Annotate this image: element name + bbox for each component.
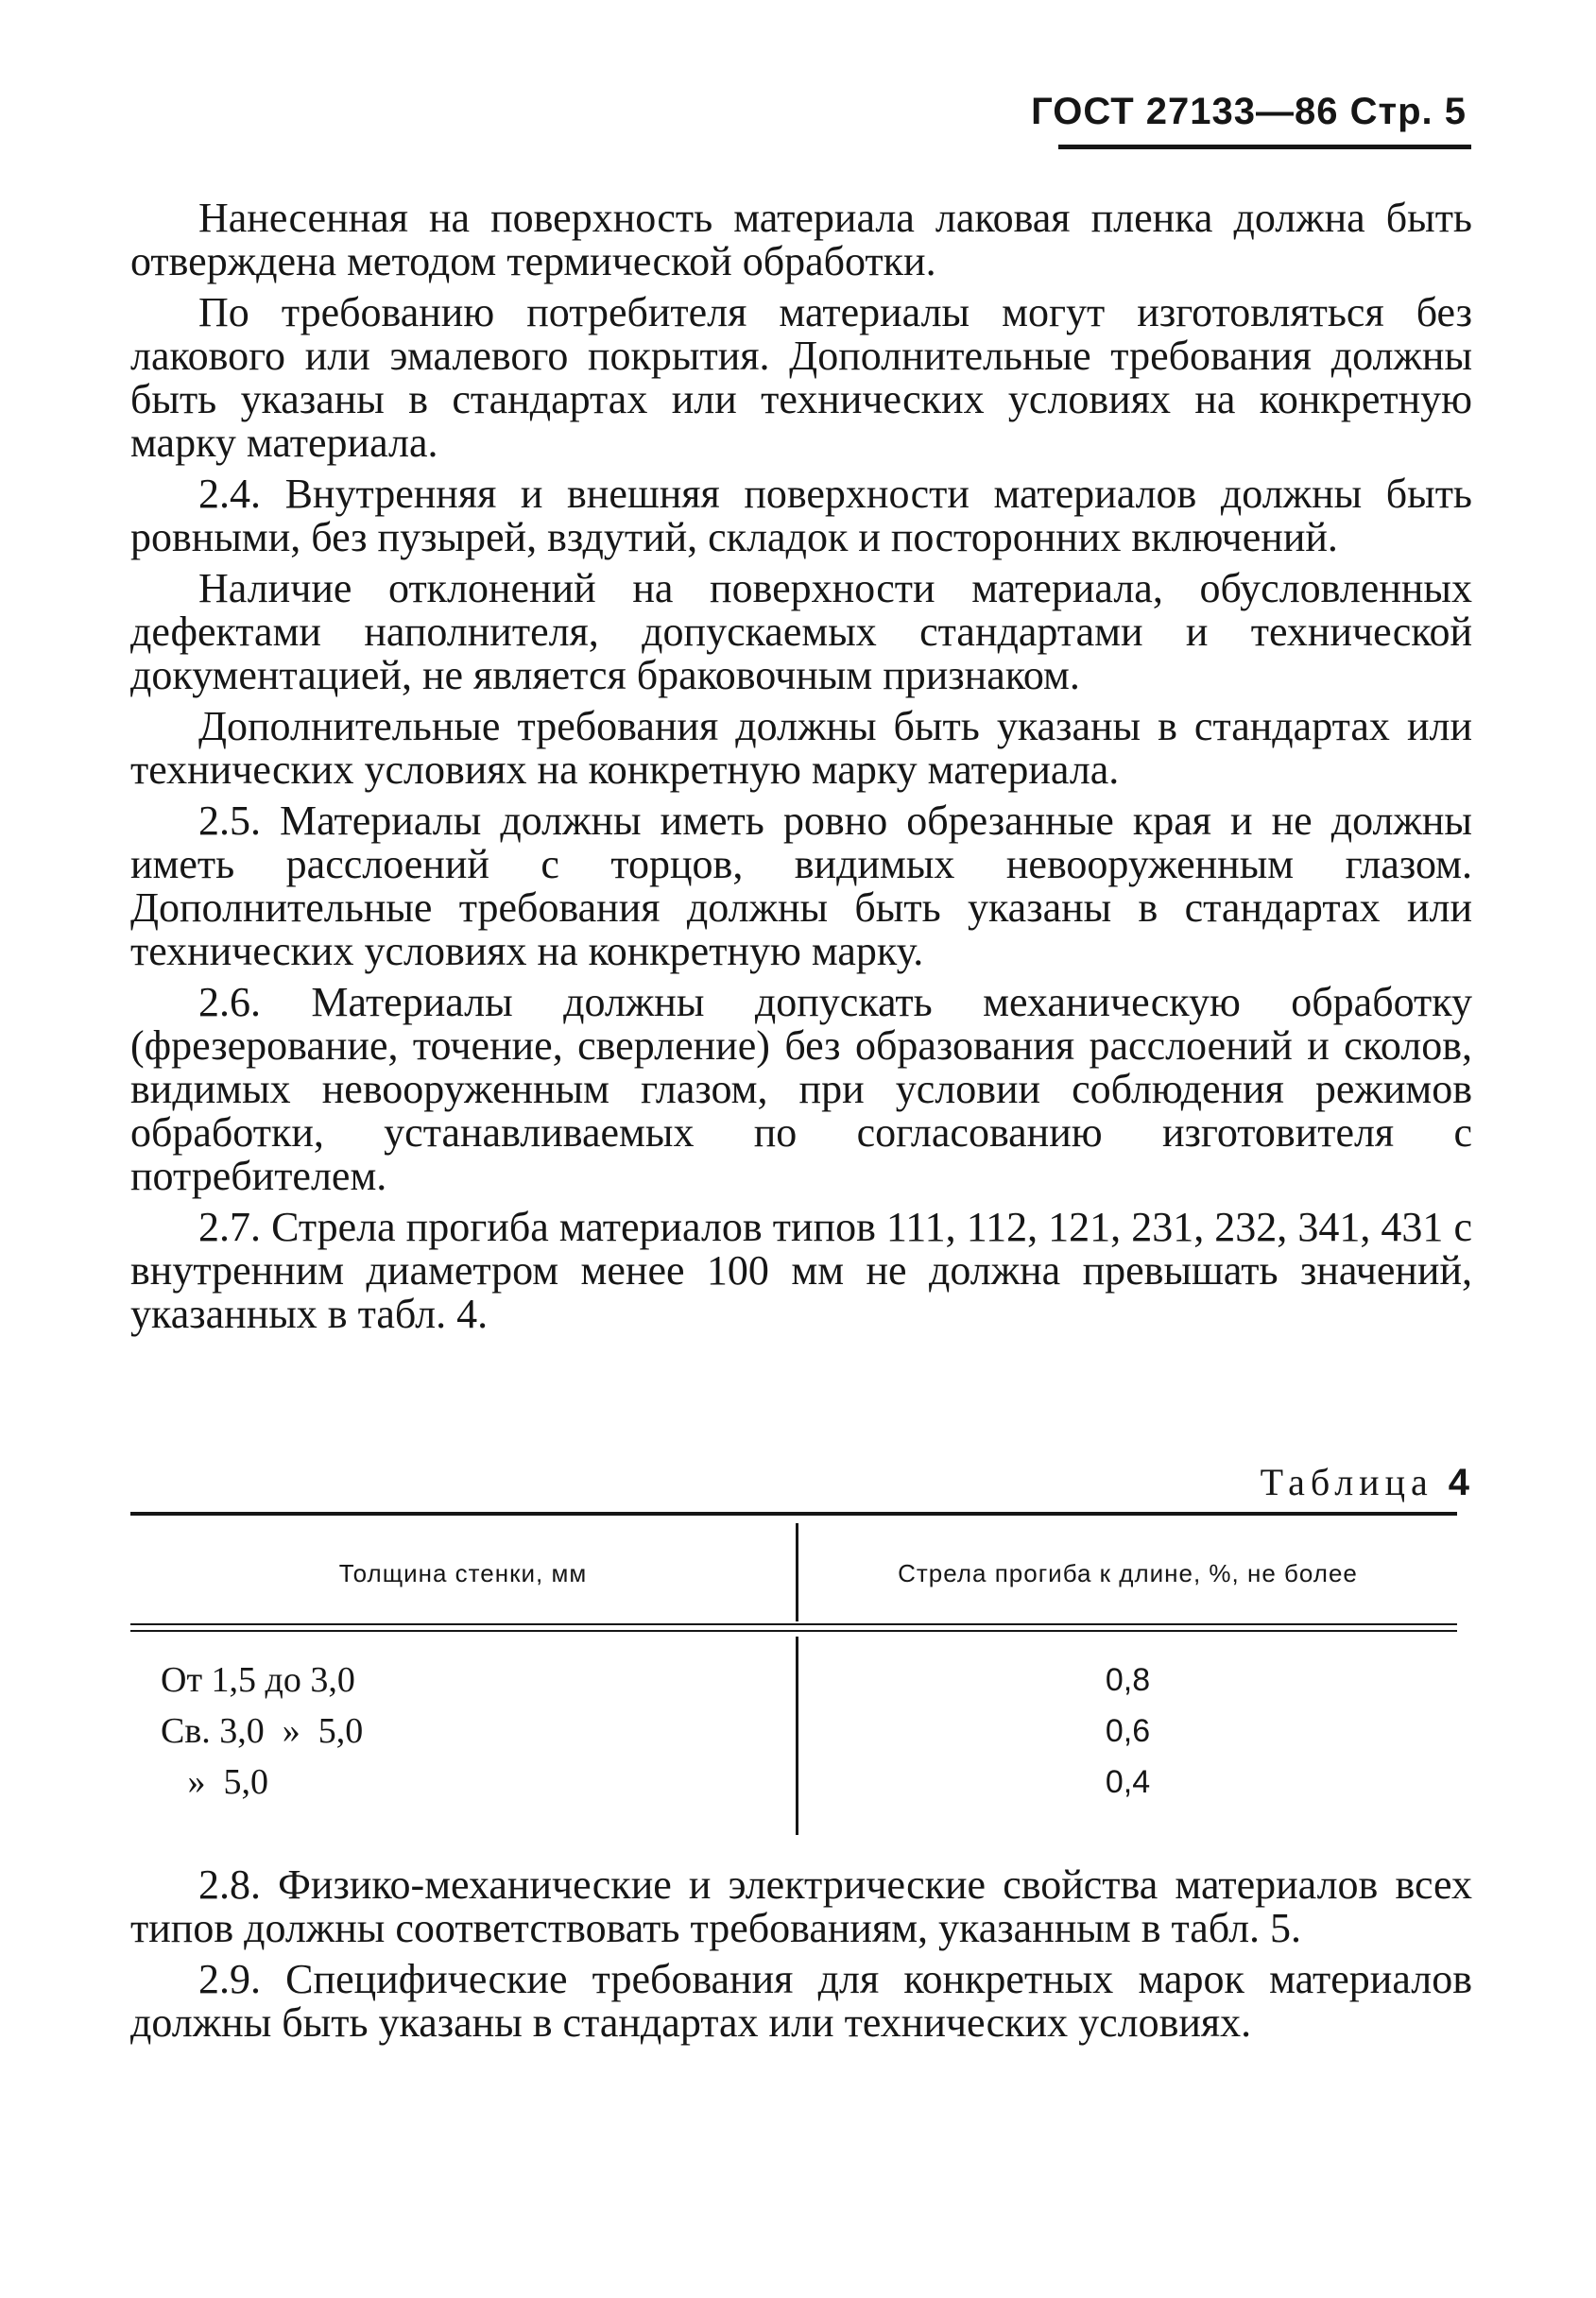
paragraph: Наличие отклонений на поверхности материала, обусловленных дефектами наполнителя, допускаемых стандартами и технической документацией, не является браковочным признаком. (130, 565, 1472, 698)
paragraph: Дополнительные требования должны быть указаны в стандартах или технических условиях на конкретную марку материала. (130, 703, 1472, 793)
table-cell-thickness: » 5,0 (161, 1762, 268, 1802)
table-top-rule (130, 1512, 1457, 1516)
body-text-bottom (130, 1863, 1472, 2052)
paragraph-2-6: 2.6. Материалы должны допускать механическую обработку (фрезерование, точение, сверление) без образования расслоений и сколов, видимых невооруженным глазом, при условии соблюдения режимов обработки, устанавливаемых по согласованию изготовителя с потребителем. (130, 979, 1472, 1199)
page-header: ГОСТ 27133—86 Стр. 5 (1031, 91, 1467, 132)
table-caption (1261, 1460, 1469, 1504)
table-caption-number: 4 (1448, 1462, 1469, 1503)
paragraph: Нанесенная на поверхность материала лаковая пленка должна быть отверждена методом термической обработки. (130, 195, 1472, 284)
body-text-top (130, 197, 1472, 1344)
table-cell-deflection: 0,4 (1105, 1764, 1151, 1800)
table-header-thickness: Толщина стенки, мм (338, 1559, 588, 1587)
table-header-rule (130, 1630, 1457, 1632)
table-cell-thickness: Св. 3,0 » 5,0 (161, 1711, 364, 1751)
paragraph: По требованию потребителя материалы могут изготовляться без лакового или эмалевого покрытия. Дополнительные требования должны быть указаны в стандартах или технических условиях на конкретную марку материала. (130, 289, 1472, 466)
paragraph-2-4: 2.4. Внутренняя и внешняя поверхности материалов должны быть ровными, без пузырей, вздутий, складок и посторонних включений. (130, 471, 1472, 560)
paragraph-2-5: 2.5. Материалы должны иметь ровно обрезанные края и не должны иметь расслоений с торцов, видимых невооруженным глазом. Дополнительные требования должны быть указаны в стандартах или технических условиях на конкретную марку. (130, 797, 1472, 974)
paragraph-2-9: 2.9. Специфические требования для конкретных марок материалов должны быть указаны в стандартах или технических условиях. (130, 1956, 1472, 2046)
paragraph-2-7: 2.7. Стрела прогиба материалов типов 111, 112, 121, 231, 232, 341, 431 с внутренним диаметром менее 100 мм не должна превышать значений, указанных в табл. 4. (130, 1204, 1472, 1337)
table-cell-deflection: 0,8 (1105, 1662, 1151, 1698)
header-rule (1058, 145, 1471, 149)
table-cell-thickness: От 1,5 до 3,0 (161, 1660, 355, 1700)
table-caption-word: Таблица (1260, 1461, 1433, 1503)
table-cell-deflection: 0,6 (1105, 1713, 1151, 1749)
table-header-rule (130, 1623, 1457, 1625)
paragraph-2-8: 2.8. Физико-механические и электрические свойства материалов всех типов должны соответствовать требованиям, указанным в табл. 5. (130, 1861, 1472, 1951)
table-header-deflection: Стрела прогиба к длине, %, не более (898, 1559, 1358, 1587)
